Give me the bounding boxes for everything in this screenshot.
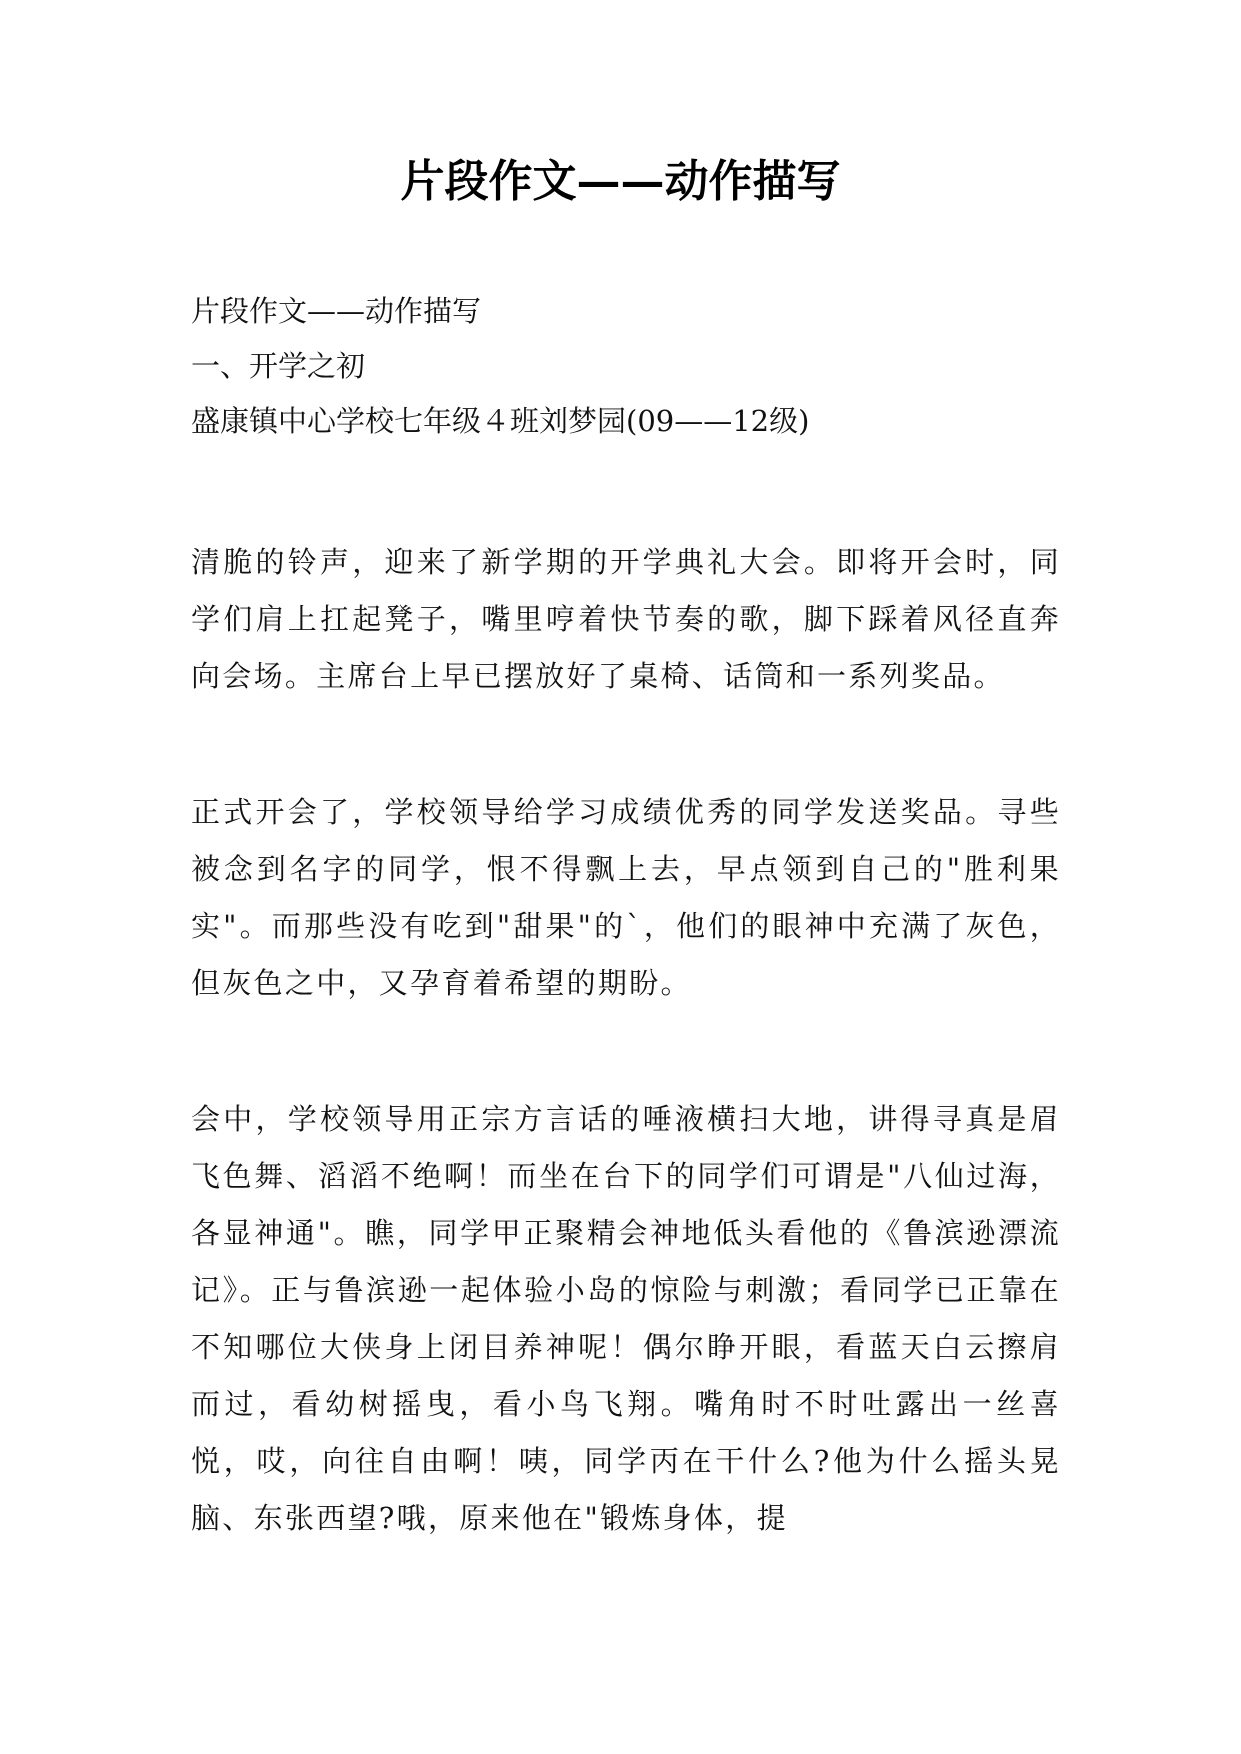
document-title: 片段作文——动作描写 — [400, 156, 841, 207]
spacer — [191, 449, 1061, 534]
paragraph-2: 正式开会了，学校领导给学习成绩优秀的同学发送奖品。寻些被念到名字的同学，恨不得飘上去，早点领到自己的"胜利果实"。而那些没有吃到"甜果"的`，他们的眼神中充满了灰色，但灰色之中，又孕育着希望的期盼。 — [191, 795, 1061, 1000]
section-heading: 一、开学之初 — [191, 349, 366, 383]
paragraph-3: 会中，学校领导用正宗方言话的唾液横扫大地，讲得寻真是眉飞色舞、滔滔不绝啊！而坐在台下的同学们可谓是"八仙过海，各显神通"。瞧，同学甲正聚精会神地低头看他的《鲁滨逊漂流记》。正与鲁滨逊一起体验小岛的惊险与刺激；看同学已正靠在不知哪位大侠身上闭目养神呢！偶尔睁开眼，看蓝天白云擦肩而过，看幼树摇曳，看小鸟飞翔。嘴角时不时吐露出一丝喜悦，哎，向往自由啊！咦，同学丙在干什么?他为什么摇头晃脑、东张西望?哦，原来他在"锻炼身体，提 — [191, 1102, 1061, 1535]
document-body — [191, 284, 1061, 1547]
paragraph-1: 清脆的铃声，迎来了新学期的开学典礼大会。即将开会时，同学们肩上扛起凳子，嘴里哼着快节奏的歌，脚下踩着风径直奔向会场。主席台上早已摆放好了桌椅、话筒和一系列奖品。 — [191, 545, 1061, 693]
author-line: 盛康镇中心学校七年级４班刘梦园(09——12级) — [191, 404, 810, 438]
subtitle-line: 片段作文——动作描写 — [191, 294, 482, 328]
